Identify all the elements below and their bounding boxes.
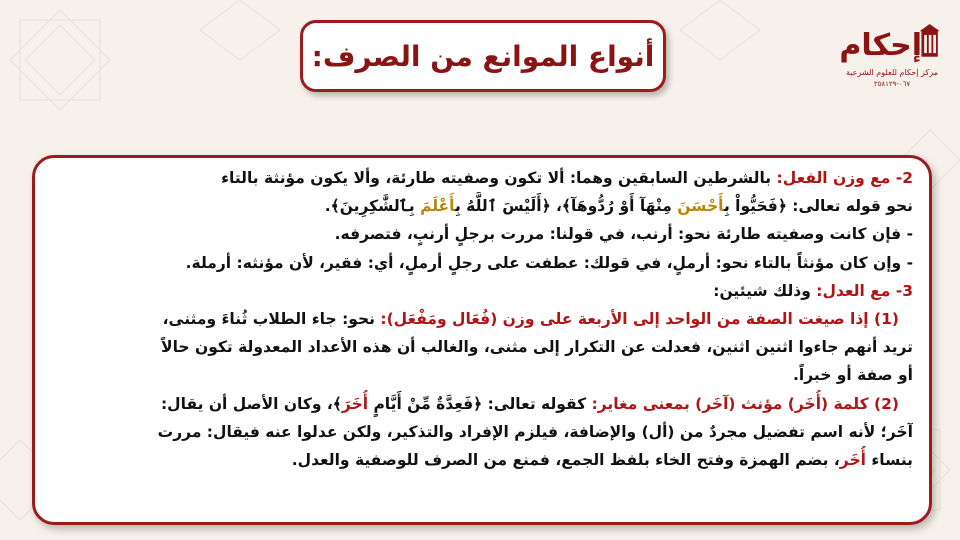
text-line-6 (49, 305, 913, 333)
line-text: بنساء (865, 451, 913, 470)
text-line-1 (49, 164, 913, 192)
slide-title: أنواع الموانع من الصرف: (311, 39, 655, 73)
text-line-10: آخَر؛ لأنه اسم تفضيل مجردٌ من (أل) والإضافة، فيلزم الإفراد والتذكير، ولكن عدلوا عنه فيقال: مررت (157, 422, 913, 441)
line-text: نحو قوله تعالى: ﴿فَحَيُّواْ بِ (723, 197, 913, 216)
logo-number: ٠٦٧-٢٥٨١٢٩ (873, 80, 911, 88)
line-text: ﴾، وكان الأصل أن يقال: (160, 394, 342, 413)
text-line-11 (49, 446, 913, 474)
text-line-9 (49, 390, 913, 418)
text-line-4: - وإن كان مؤنثاً بالتاء نحو: أرملٍ، في قولك: عطفت على رجلٍ أرملٍ، أي: فقير، لأن مؤنثه: أرملة. (185, 253, 913, 272)
highlight-word: أَعْلَمَ (420, 197, 455, 216)
text-line-5 (49, 277, 913, 305)
section-heading-adl: 3- مع العدل: (816, 281, 913, 300)
highlight-word: أَحْسَنَ (677, 197, 724, 216)
section-heading-verb-pattern: 2- مع وزن الفعل: (776, 169, 913, 187)
title-box (300, 20, 666, 92)
text-line-2 (49, 192, 913, 220)
highlight-word: أُخَر (839, 451, 866, 470)
line-text: وذلك شيئين: (713, 281, 817, 300)
line-text: كقوله تعالى: ﴿فَعِدَّةٌ مِّنْ أَيَّامٍ (368, 394, 592, 413)
line-text: نحو: جاء الطلاب ثُناءَ ومثنى، (162, 310, 381, 329)
subheading-1: (1) إذا صيغت الصفة من الواحد إلى الأربعة على وزن (فُعَال ومَفْعَل): (380, 310, 899, 329)
text-line-7: تريد أنهم جاءوا اثنين اثنين، فعدلت عن التكرار إلى مثنى، والغالب أن هذه الأعداد المعدولة تكون حالاً (161, 338, 913, 357)
text-line-8: أو صفة أو خبراً. (793, 366, 913, 385)
line-text: مِنْهَآ أَوْ رُدُّوهَآ﴾، ﴿أَلَيْسَ ٱللَّهُ بِ (454, 197, 678, 216)
logo-name: إحكام (839, 28, 922, 63)
logo (839, 24, 950, 92)
content-box (32, 155, 932, 525)
line-text: بالشرطين السابقين وهما: ألا تكون وصفيته طارئة، وألا يكون مؤنثة بالتاء (221, 169, 777, 187)
highlight-word: أُخَرَ (341, 394, 369, 413)
text-line-3: - فإن كانت وصفيته طارئة نحو: أرنب، في قولنا: مررت برجلٍ أرنبٍ، فتصرفه. (334, 225, 913, 244)
line-text: بِٱلشَّٰكِرِينَ﴾. (324, 197, 421, 216)
logo-subtitle: مركز إحكام للعلوم الشرعية (846, 68, 938, 77)
subheading-2: (2) كلمة (أُخَر) مؤنث (آخَر) بمعنى مغاير: (591, 394, 899, 413)
line-text: ، بضم الهمزة وفتح الخاء بلفظ الجمع، فمنع من الصرف للوصفية والعدل. (291, 451, 840, 470)
